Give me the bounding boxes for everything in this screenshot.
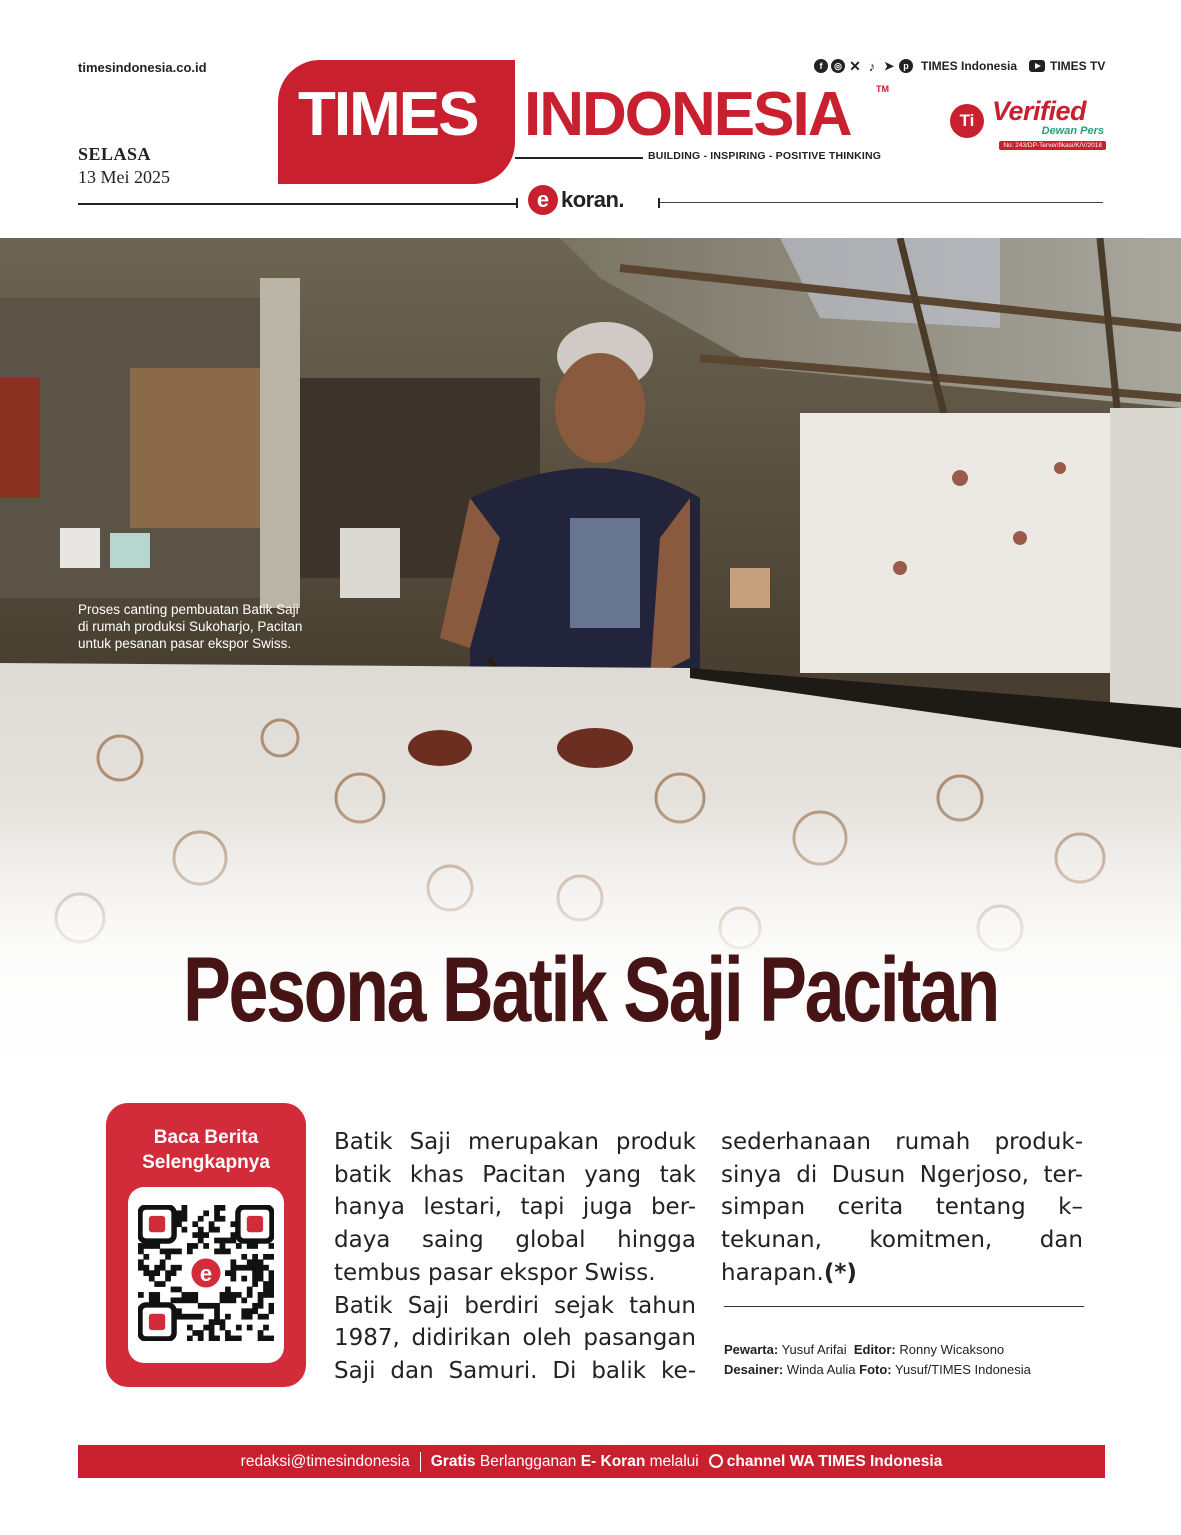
qr-module — [203, 1325, 209, 1331]
qr-module — [252, 1259, 258, 1265]
qr-module — [241, 1276, 247, 1282]
social-account-label[interactable]: TIMES Indonesia — [921, 59, 1018, 73]
qr-module — [214, 1336, 220, 1341]
qr-module — [214, 1314, 220, 1320]
qr-module — [192, 1297, 198, 1303]
qr-module — [258, 1336, 264, 1341]
qr-module — [258, 1270, 264, 1276]
caption-line: untuk pesanan pasar ekspor Swiss. — [78, 636, 292, 651]
qr-module — [252, 1281, 258, 1287]
issue-day: SELASA — [78, 144, 152, 164]
qr-module — [176, 1314, 182, 1320]
qr-finder-center — [247, 1216, 263, 1232]
qr-module — [258, 1330, 264, 1336]
qr-module — [230, 1238, 236, 1244]
qr-module — [269, 1254, 274, 1260]
qr-module — [214, 1308, 220, 1314]
qr-module — [187, 1297, 193, 1303]
qr-module — [230, 1336, 236, 1341]
qr-module — [176, 1287, 182, 1293]
header-rule-tick — [658, 198, 660, 208]
telegram-icon[interactable]: ➤ — [883, 59, 895, 73]
qr-module — [214, 1249, 220, 1255]
registration-number: No: 243/DP-Terverifikasi/K/V/2018 — [999, 141, 1106, 150]
qr-module — [149, 1292, 155, 1298]
qr-finder-center — [149, 1216, 165, 1232]
ekoran-text: koran. — [561, 187, 625, 212]
article-line: 1987, didirikan oleh pasangan — [334, 1325, 696, 1352]
qr-module — [269, 1276, 274, 1282]
qr-module — [176, 1308, 182, 1314]
qr-module — [192, 1243, 198, 1249]
editor-label: Editor: — [853, 1342, 896, 1357]
qr-module — [138, 1249, 144, 1255]
qr-module — [182, 1210, 188, 1216]
qr-module — [192, 1221, 198, 1227]
issue-date: 13 Mei 2025 — [78, 167, 170, 187]
qr-module — [187, 1325, 193, 1331]
caption-line: di rumah produksi Sukoharjo, Pacitan — [78, 619, 303, 634]
qr-module — [176, 1297, 182, 1303]
x-icon[interactable]: ✕ — [849, 58, 861, 74]
footer-wa-channel[interactable] — [709, 1453, 943, 1471]
article-line: Batik Saji merupakan produk — [334, 1129, 696, 1155]
qr-module — [258, 1314, 264, 1320]
qr-module — [214, 1205, 220, 1211]
qr-module — [236, 1292, 242, 1298]
header-rule-tick — [516, 198, 518, 208]
article-final-line — [721, 1257, 1083, 1290]
qr-module — [252, 1265, 258, 1271]
article-column-2 — [721, 1126, 1083, 1290]
footer-melalui: melalui — [649, 1452, 699, 1470]
qr-module — [241, 1265, 247, 1271]
qr-module — [247, 1287, 253, 1293]
read-more-qr-card[interactable] — [106, 1103, 306, 1387]
footer-channel-text: channel WA TIMES Indonesia — [726, 1452, 943, 1470]
qr-module — [252, 1276, 258, 1282]
site-url[interactable]: timesindonesia.co.id — [78, 60, 207, 75]
footer-gratis: Gratis — [430, 1452, 476, 1470]
qr-module — [209, 1319, 215, 1325]
qr-module — [236, 1325, 242, 1331]
qr-module — [214, 1216, 220, 1222]
qr-module — [225, 1287, 231, 1293]
qr-code-graphic — [138, 1205, 274, 1341]
qr-title-line: Baca Berita — [153, 1127, 259, 1148]
qr-module — [236, 1336, 242, 1341]
qr-module — [263, 1336, 269, 1341]
subscription-footer — [78, 1445, 1105, 1478]
headline: Pesona Batik Saji Pacitan — [183, 939, 998, 1041]
qr-module — [252, 1254, 258, 1260]
qr-module — [247, 1325, 253, 1331]
qr-module — [241, 1254, 247, 1260]
qr-module — [143, 1243, 149, 1249]
qr-module — [171, 1287, 177, 1293]
qr-module — [263, 1314, 269, 1320]
qr-module — [160, 1249, 166, 1255]
qr-module — [269, 1270, 274, 1276]
qr-module — [171, 1265, 177, 1271]
qr-module — [171, 1297, 177, 1303]
trademark-mark: TM — [876, 84, 889, 94]
article-line: hanya lestari, tapi juga ber- — [334, 1194, 696, 1221]
qr-module — [192, 1292, 198, 1298]
qr-module — [269, 1287, 274, 1293]
qr-module — [154, 1270, 160, 1276]
qr-module — [209, 1221, 215, 1227]
ti-logo-icon: Ti — [950, 104, 984, 138]
qr-module — [187, 1292, 193, 1298]
qr-module — [192, 1232, 198, 1238]
qr-module — [214, 1227, 220, 1233]
qr-module — [138, 1243, 144, 1249]
qr-finder-center — [149, 1314, 165, 1330]
pewarta-label: Pewarta: — [724, 1342, 779, 1357]
tiktok-icon[interactable]: ♪ — [868, 58, 876, 74]
logo-indonesia-text: INDONESIA — [524, 80, 851, 149]
qr-module — [182, 1297, 188, 1303]
qr-module — [225, 1336, 231, 1341]
desainer-name: Winda Aulia — [786, 1362, 856, 1377]
logo-times-text: TIMES — [298, 80, 478, 149]
qr-module — [176, 1216, 182, 1222]
qr-module — [165, 1254, 171, 1260]
qr-module — [165, 1270, 171, 1276]
qr-module — [160, 1259, 166, 1265]
credits-divider — [724, 1306, 1084, 1307]
qr-module — [198, 1216, 204, 1222]
qr-module — [225, 1238, 231, 1244]
youtube-icon — [1029, 60, 1045, 72]
times-indonesia-logo[interactable] — [278, 60, 890, 184]
article-line: sederhanaan rumah produk- — [721, 1129, 1083, 1155]
qr-center-logo-letter: e — [199, 1261, 213, 1286]
verified-text: Verified — [992, 96, 1087, 126]
times-tv-label: TIMES TV — [1050, 59, 1106, 73]
qr-module — [258, 1259, 264, 1265]
qr-title-line: Selengkapnya — [142, 1152, 270, 1173]
ekoran-e-icon: e — [528, 185, 558, 215]
credits — [724, 1340, 1031, 1380]
ekoran-logo — [528, 185, 624, 215]
qr-module — [182, 1216, 188, 1222]
qr-module — [247, 1314, 253, 1320]
social-links — [814, 59, 1017, 73]
qr-module — [220, 1325, 226, 1331]
qr-module — [187, 1243, 193, 1249]
footer-ekoran: E- Koran — [580, 1452, 646, 1470]
qr-module — [230, 1270, 236, 1276]
desainer-label: Desainer: — [724, 1362, 784, 1377]
qr-module — [220, 1216, 226, 1222]
qr-module — [149, 1276, 155, 1282]
qr-module — [198, 1238, 204, 1244]
qr-module — [143, 1254, 149, 1260]
qr-module — [220, 1292, 226, 1298]
qr-module — [241, 1297, 247, 1303]
qr-module — [138, 1265, 144, 1271]
qr-module — [236, 1243, 242, 1249]
qr-module — [258, 1303, 264, 1309]
qr-module — [198, 1227, 204, 1233]
header-rule-right — [660, 202, 1103, 203]
caption-line: Proses canting pembuatan Batik Saji — [78, 602, 299, 617]
qr-module — [203, 1243, 209, 1249]
qr-module — [192, 1314, 198, 1320]
qr-module — [225, 1330, 231, 1336]
qr-module — [143, 1265, 149, 1271]
qr-module — [225, 1249, 231, 1255]
qr-module — [269, 1292, 274, 1298]
qr-module — [209, 1330, 215, 1336]
qr-module — [154, 1265, 160, 1271]
qr-module — [263, 1265, 269, 1271]
article-final-text: harapan. — [721, 1259, 824, 1286]
qr-module — [187, 1249, 193, 1255]
editor-name: Ronny Wicaksono — [899, 1342, 1005, 1357]
qr-module — [252, 1308, 258, 1314]
footer-separator — [420, 1452, 421, 1472]
article-line: tembus pasar ekspor Swiss. — [334, 1259, 656, 1286]
foto-label: Foto: — [859, 1362, 892, 1377]
qr-module — [182, 1205, 188, 1211]
qr-module — [203, 1210, 209, 1216]
qr-module — [209, 1303, 215, 1309]
qr-module — [258, 1276, 264, 1282]
qr-module — [176, 1249, 182, 1255]
whatsapp-icon — [709, 1454, 723, 1468]
article-line: batik khas Pacitan yang tak — [334, 1161, 696, 1188]
qr-module — [225, 1297, 231, 1303]
qr-module — [230, 1297, 236, 1303]
qr-code[interactable] — [128, 1187, 284, 1363]
foto-name: Yusuf/TIMES Indonesia — [895, 1362, 1031, 1377]
qr-module — [269, 1243, 274, 1249]
qr-module — [209, 1336, 215, 1341]
qr-module — [143, 1270, 149, 1276]
qr-module — [247, 1292, 253, 1298]
qr-module — [263, 1292, 269, 1298]
qr-module — [236, 1265, 242, 1271]
logo-tagline: BUILDING - INSPIRING - POSITIVE THINKING — [648, 150, 882, 162]
qr-module — [154, 1292, 160, 1298]
qr-module — [214, 1238, 220, 1244]
qr-module — [154, 1243, 160, 1249]
footer-subscribe-text — [431, 1453, 699, 1471]
qr-module — [263, 1281, 269, 1287]
qr-module — [225, 1292, 231, 1298]
qr-module — [214, 1303, 220, 1309]
qr-module — [230, 1292, 236, 1298]
qr-module — [220, 1205, 226, 1211]
qr-module — [203, 1303, 209, 1309]
qr-module — [263, 1254, 269, 1260]
qr-module — [269, 1308, 274, 1314]
qr-module — [214, 1210, 220, 1216]
qr-module — [263, 1287, 269, 1293]
qr-module — [252, 1303, 258, 1309]
qr-module — [247, 1308, 253, 1314]
qr-module — [263, 1325, 269, 1331]
qr-module — [182, 1314, 188, 1320]
article-line: daya saing global hingga — [334, 1227, 696, 1254]
qr-module — [230, 1259, 236, 1265]
qr-module — [269, 1281, 274, 1287]
qr-module — [220, 1297, 226, 1303]
header-rule-left — [78, 203, 518, 205]
qr-module — [165, 1276, 171, 1282]
qr-module — [149, 1270, 155, 1276]
qr-card-title — [106, 1125, 306, 1175]
qr-module — [252, 1243, 258, 1249]
pewarta-name: Yusuf Arifai — [781, 1342, 847, 1357]
credits-row-2 — [724, 1360, 1031, 1380]
qr-module — [258, 1265, 264, 1271]
qr-module — [209, 1227, 215, 1233]
article-column-1 — [334, 1126, 696, 1388]
qr-module — [171, 1270, 177, 1276]
qr-module — [269, 1336, 274, 1341]
credits-row-1 — [724, 1340, 1031, 1360]
article-line: Saji dan Samuri. Di balik ke- — [334, 1357, 696, 1384]
qr-module — [182, 1292, 188, 1298]
qr-module — [230, 1265, 236, 1271]
qr-module — [160, 1265, 166, 1271]
verified-badge — [950, 98, 1106, 156]
qr-module — [258, 1297, 264, 1303]
qr-module — [165, 1249, 171, 1255]
qr-module — [171, 1249, 177, 1255]
qr-module — [198, 1232, 204, 1238]
footer-berlangganan: Berlangganan — [479, 1452, 577, 1470]
article-line: tekunan, komitmen, dan — [721, 1227, 1083, 1254]
qr-module — [225, 1314, 231, 1320]
qr-module — [230, 1276, 236, 1282]
logo-underline — [515, 157, 643, 159]
qr-module — [209, 1325, 215, 1331]
article-line: Batik Saji berdiri sejak tahun — [334, 1292, 696, 1319]
qr-module — [187, 1314, 193, 1320]
times-tv-link[interactable] — [1029, 59, 1105, 73]
article-line: simpan cerita tentang k– — [721, 1194, 1083, 1221]
footer-email[interactable]: redaksi@timesindonesia — [240, 1452, 410, 1470]
photo-caption — [78, 601, 398, 652]
facebook-icon[interactable]: f — [814, 59, 828, 73]
qr-module — [192, 1330, 198, 1336]
qr-module — [241, 1314, 247, 1320]
article-line: sinya di Dusun Ngerjoso, ter- — [721, 1161, 1083, 1188]
qr-module — [138, 1292, 144, 1298]
qr-module — [176, 1210, 182, 1216]
qr-module — [154, 1281, 160, 1287]
qr-module — [247, 1265, 253, 1271]
qr-module — [198, 1330, 204, 1336]
qr-module — [220, 1249, 226, 1255]
qr-module — [198, 1303, 204, 1309]
pinterest-icon[interactable]: p — [899, 59, 913, 73]
instagram-icon[interactable]: ◎ — [831, 59, 845, 73]
qr-module — [198, 1336, 204, 1341]
qr-module — [176, 1221, 182, 1227]
qr-module — [220, 1238, 226, 1244]
dewan-pers-text: Dewan Pers — [1041, 125, 1104, 137]
qr-module — [247, 1243, 253, 1249]
qr-module — [203, 1232, 209, 1238]
qr-module — [258, 1292, 264, 1298]
qr-module — [269, 1303, 274, 1309]
qr-module — [160, 1281, 166, 1287]
qr-module — [214, 1319, 220, 1325]
qr-module — [138, 1259, 144, 1265]
qr-module — [225, 1270, 231, 1276]
qr-module — [187, 1336, 193, 1341]
qr-module — [220, 1243, 226, 1249]
qr-module — [182, 1227, 188, 1233]
qr-module — [220, 1319, 226, 1325]
qr-module — [149, 1243, 155, 1249]
article-end-mark: (*) — [823, 1259, 857, 1286]
qr-module — [252, 1270, 258, 1276]
qr-module — [241, 1308, 247, 1314]
qr-module — [247, 1259, 253, 1265]
qr-module — [198, 1314, 204, 1320]
qr-module — [176, 1265, 182, 1271]
